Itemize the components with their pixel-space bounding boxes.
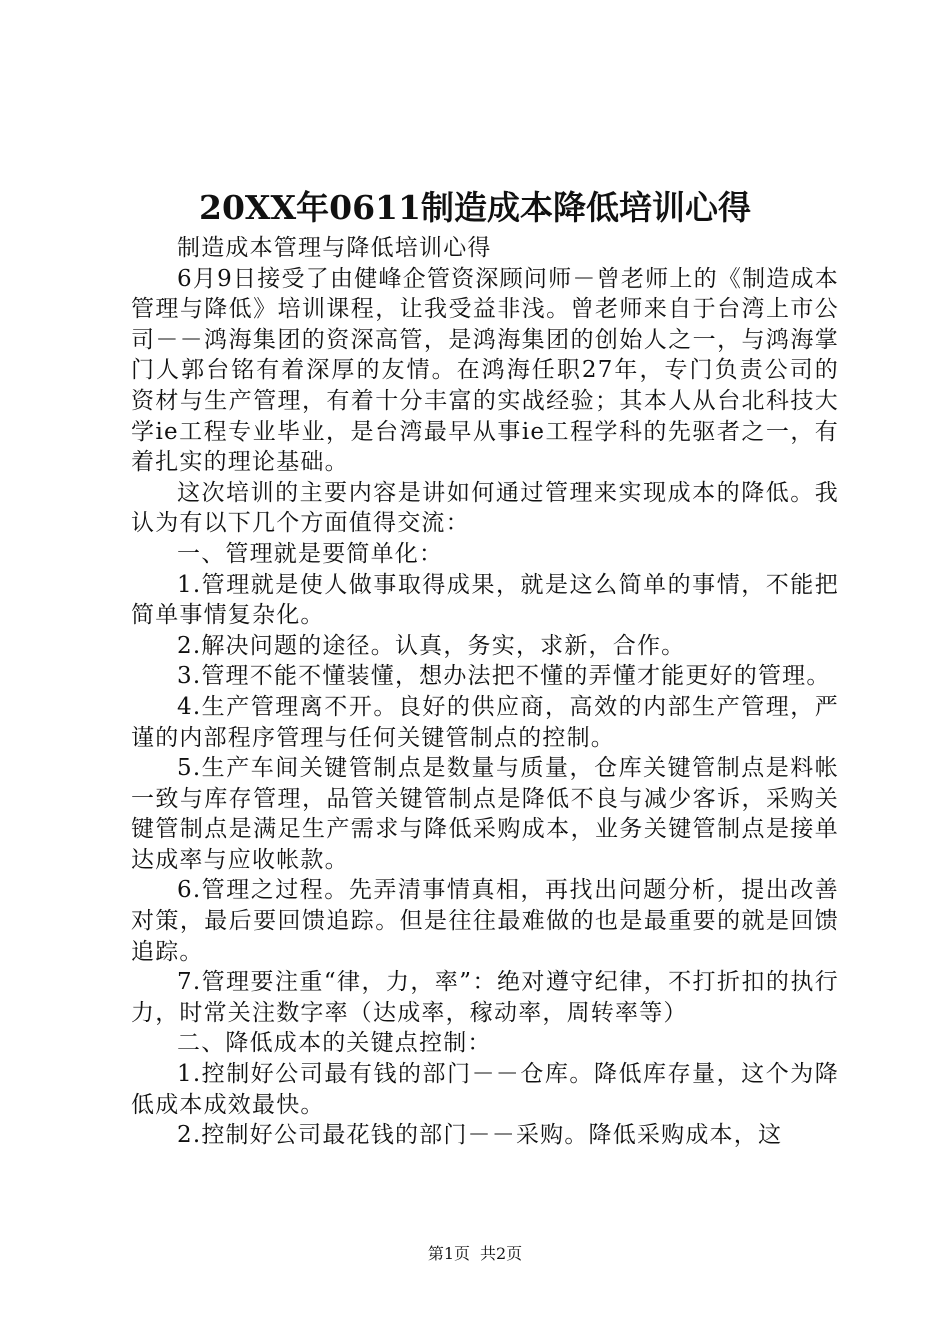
list-item: 5.生产车间关键管制点是数量与质量，仓库关键管制点是料帐一致与库存管理，品管关键管制点是降低不良与减少客诉，采购关键管制点是满足生产需求与降低采购成本，业务关键管制点是接单达成率与应收帐款。 bbox=[131, 755, 839, 873]
paragraph-subtitle: 制造成本管理与降低培训心得 bbox=[177, 235, 492, 261]
list-item: 1.控制好公司最有钱的部门－－仓库。降低库存量，这个为降低成本成效最快。 bbox=[131, 1061, 839, 1118]
list-item: 7.管理要注重“律，力，率”：绝对遵守纪律，不打折扣的执行力，时常关注数字率（达成率，稼动率，周转率等） bbox=[131, 969, 839, 1026]
list-item: 1.管理就是使人做事取得成果，就是这么简单的事情，不能把简单事情复杂化。 bbox=[131, 571, 839, 629]
list-item: 2.控制好公司最花钱的部门－－采购。降低采购成本，这 bbox=[177, 1122, 783, 1149]
list-item: 6.管理之过程。先弄清事情真相，再找出问题分析，提出改善对策，最后要回馈追踪。但是往往最难做的也是最重要的就是回馈追踪。 bbox=[131, 877, 839, 965]
section-heading-2: 二、降低成本的关键点控制： bbox=[177, 1030, 492, 1057]
page-number-total: 共2页 bbox=[480, 1244, 523, 1263]
page-number-current: 第1页 bbox=[427, 1244, 470, 1263]
page-footer bbox=[0, 1243, 950, 1265]
document-title: 20XX年0611制造成本降低培训心得 bbox=[199, 188, 751, 227]
list-item: 2.解决问题的途径。认真，务实，求新，合作。 bbox=[177, 632, 686, 659]
paragraph-intro: 6月9日接受了由健峰企管资深顾问师－曾老师上的《制造成本管理与降低》培训课程，让我受益非浅。曾老师来自于台湾上市公司－－鸿海集团的资深高管，是鸿海集团的创始人之一，与鸿海掌门人郭台铭有着深厚的友情。在鸿海任职27年，专门负责公司的资材与生产管理，有着十分丰富的实战经验；其本人从台北科技大学ie工程专业毕业，是台湾最早从事ie工程学科的先驱者之一，有着扎实的理论基础。 bbox=[131, 265, 839, 476]
list-item: 3.管理不能不懂装懂，想办法把不懂的弄懂才能更好的管理。 bbox=[177, 663, 831, 690]
list-item: 4.生产管理离不开。良好的供应商，高效的内部生产管理，严谨的内部程序管理与任何关键管制点的控制。 bbox=[131, 693, 839, 751]
paragraph-overview: 这次培训的主要内容是讲如何通过管理来实现成本的降低。我认为有以下几个方面值得交流： bbox=[131, 479, 839, 537]
section-heading-1: 一、管理就是要简单化： bbox=[177, 540, 444, 567]
document-body bbox=[131, 233, 839, 1151]
